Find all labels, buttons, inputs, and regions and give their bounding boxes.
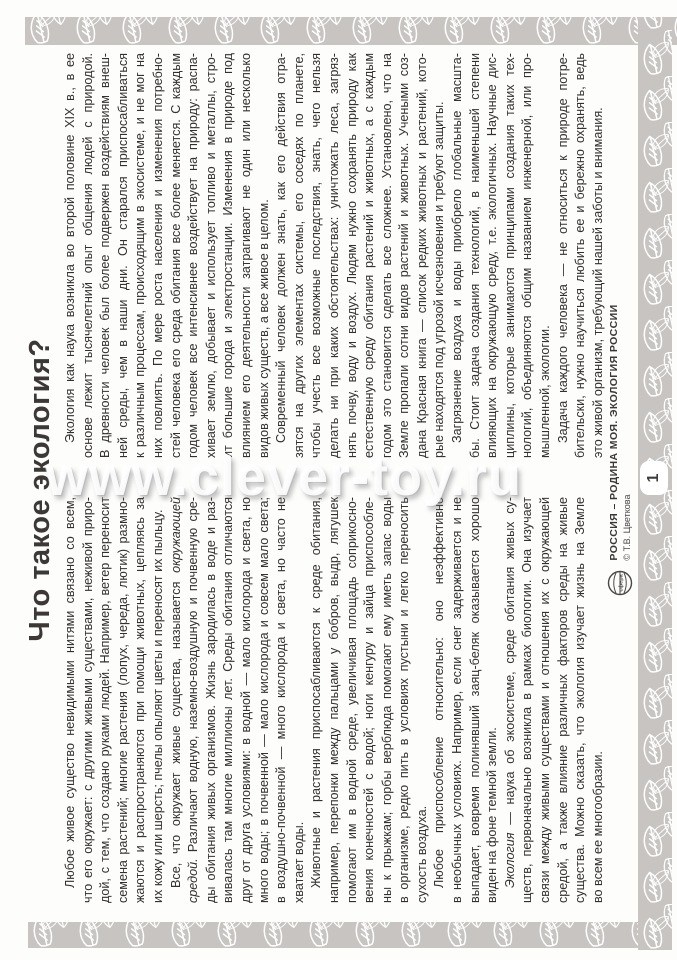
paragraph [273,53,449,458]
text-line: Любое приспособление относительно: оно неэффективно [432,497,447,888]
paragraph [502,497,608,903]
paragraph [555,53,608,458]
text-line: зятся на других элементах системы, его соседях по планете, [291,53,306,458]
series-title: РОССИЯ – РОДИНА МОЯ. ЭКОЛОГИЯ РОССИИ [608,304,620,561]
text-line: Экология как наука возникла во второй половине XIX в., в ее [63,53,77,443]
text-line: средой, а также влияние различных факторов среды на живые [555,497,570,903]
text-line: Все, что окружает живые существа, называется окружающей [168,497,183,888]
text-line: ней среды, чем в наши дни. Он старался приспосабливаться [115,53,130,458]
text-line: много воды; в почвенной — мало кислорода и совсем мало света; [256,497,271,903]
text-line: дой, с тем, что создано руками людей. Например, ветер переносит [98,497,113,903]
publisher-logo-label: сфера [618,573,625,592]
text-line: средой. Различают водную, наземно-воздушную и почвенную сре- [186,497,201,903]
paragraph [168,497,309,903]
text-line: жаются и распространяются при помощи животных, цепляясь за [133,497,148,903]
text-line: годом это становится сделать все сложнее. Установлено, что на [379,53,394,458]
page-number: 1 [645,473,662,483]
text-line: например, перепонки между пальцами у бобров, выдр, лягушек [326,497,341,903]
text-line: сухость воздуха. [414,805,429,903]
text-line: делать ни при каких обстоятельствах: уничтожать леса, загряз- [326,53,341,458]
text-line: влияющих на окружающую среду, т.е. экологичных. Научные дис- [485,53,500,458]
text-line: ны к прыжкам; горбы верблюда помогают ему иметь запас воды [379,497,394,903]
text-line: хивает землю, добывает и использует топливо и металлы, стро- [203,53,218,458]
text-column-left [62,497,607,903]
text-line: влиянием его деятельности затрагивают не один или несколько [238,53,253,458]
text-line: естественную среду обитания растений и животных, а с каждым [362,53,377,458]
text-line: виден на фоне темной земли. [485,727,500,903]
footer [604,240,636,660]
text-line: циплины, которые занимаются принципами создания таких тех- [502,53,517,458]
text-line: ды обитания живых организмов. Жизнь зародилась в воде и раз- [203,497,218,903]
text-line: вивалась там многие миллионы лет. Среды обитания отличаются [221,497,236,903]
text-line: чтобы учесть все возможные последствия, знать, чего нельзя [309,53,324,458]
paragraph [62,497,168,903]
paragraph [449,53,555,458]
text-line: ит большие города и электростанции. Изменения в природе под [221,53,236,458]
text-line: них повлиять. По мере роста населения и изменения потребно- [150,53,165,458]
leaf-border-right [25,17,677,45]
text-line: выпадает, вовремя полинявший заяц-беляк оказывается хорошо [467,497,482,903]
text-line: Экология — наука об экосистеме, среде обитания живых су- [502,497,517,888]
text-line: дана Красная книга — список редких животных и растений, кото- [414,53,429,458]
text-line: в воздушно-почвенной — много кислорода и света, но часто не [274,497,289,903]
watermark: www.clever-toy.ru [46,447,523,507]
text-line: друг от друга условиями: в водной — мало кислорода и света, но [238,497,253,903]
text-line: ществ, первоначально возникла в рамках биологии. Она изучает [520,497,535,903]
text-line: их кожу или шерсть; пчелы опыляют цветы и переносят их пыльцу. [150,509,165,903]
text-line: рые находятся под угрозой исчезновения и требуют защиты. [432,101,447,458]
text-line: связи между живыми существами и отношения их с окружающей [538,497,553,903]
text-line: во всем ее многообразии. [590,751,605,903]
leaf-border-left [28,922,672,948]
copyright-line: © Т.В. Цветкова [622,494,632,561]
text-line: стей человека его среда обитания все более меняется. С каждым [168,53,183,458]
paragraph [431,497,501,903]
text-line: существа. Можно сказать, что экология изучает жизнь на Земле [573,497,588,903]
paragraph [62,53,273,458]
text-line: хватает воды. [291,821,306,903]
text-column-right [62,53,607,458]
text-line: мышленной, экологии. [538,325,553,458]
page-title: Что такое экология? [24,338,56,642]
page-number-tab [640,461,668,495]
text-line: что его окружает: с другими живыми существами, неживой приро- [80,497,95,903]
publisher-logo-sfera [607,570,633,596]
footer-text [608,304,632,560]
text-line: это живой организм, требующий нашей заботы и внимания. [590,107,605,458]
text-line: бы. Стоит задача создания технологий, в наименьшей степени [467,53,482,458]
text-line: годом человек все интенсивнее воздействует на природу: распа- [186,53,201,458]
text-line: бительски, нужно научиться любить ее и бережно охранять, ведь [573,53,588,458]
text-line: Загрязнение воздуха и воды приобрело глобальные масшта- [450,53,465,443]
text-line: помогают им в водной среде, увеличивая площадь соприкосно- [344,497,359,903]
text-line: нять почву, воду и воздух. Людям нужно сохранять природу как [344,53,359,458]
text-line: в необычных условиях. Например, если снег задерживается и не [450,497,465,903]
text-line: к различным процессам, происходящим в экосистеме, и не мог на [133,53,148,458]
text-line: Земле пропали сотни видов растений и животных. Учеными соз- [397,53,412,458]
text-line: Современный человек должен знать, как его действия отра- [274,53,289,443]
text-line: В древности человек был более подвержен воздействиям внеш- [98,53,113,458]
text-line: семена растений; многие растения (лопух, череда, лютик) размно- [115,497,130,903]
text-line: Животные и растения приспосабливаются к среде обитания, [309,497,324,888]
text-line: в организме, редко пить в условиях пустыни и легко переносить [397,497,412,903]
text-line: видов живых существ, а все живое в целом. [256,199,271,458]
text-line: нологий, объединяются общим названием инженерной, или про- [520,53,535,458]
text-line: Задача каждого человека — не относиться к природе потре- [555,53,570,443]
paragraph [308,497,431,903]
text-line: Любое живое существо невидимыми нитями связано со всем, [63,497,77,888]
text-line: вения конечностей с водой; ноги кенгуру и зайца приспособле- [362,497,377,903]
text-line: основе лежит тысячелетний опыт общения людей с природой. [80,53,95,458]
